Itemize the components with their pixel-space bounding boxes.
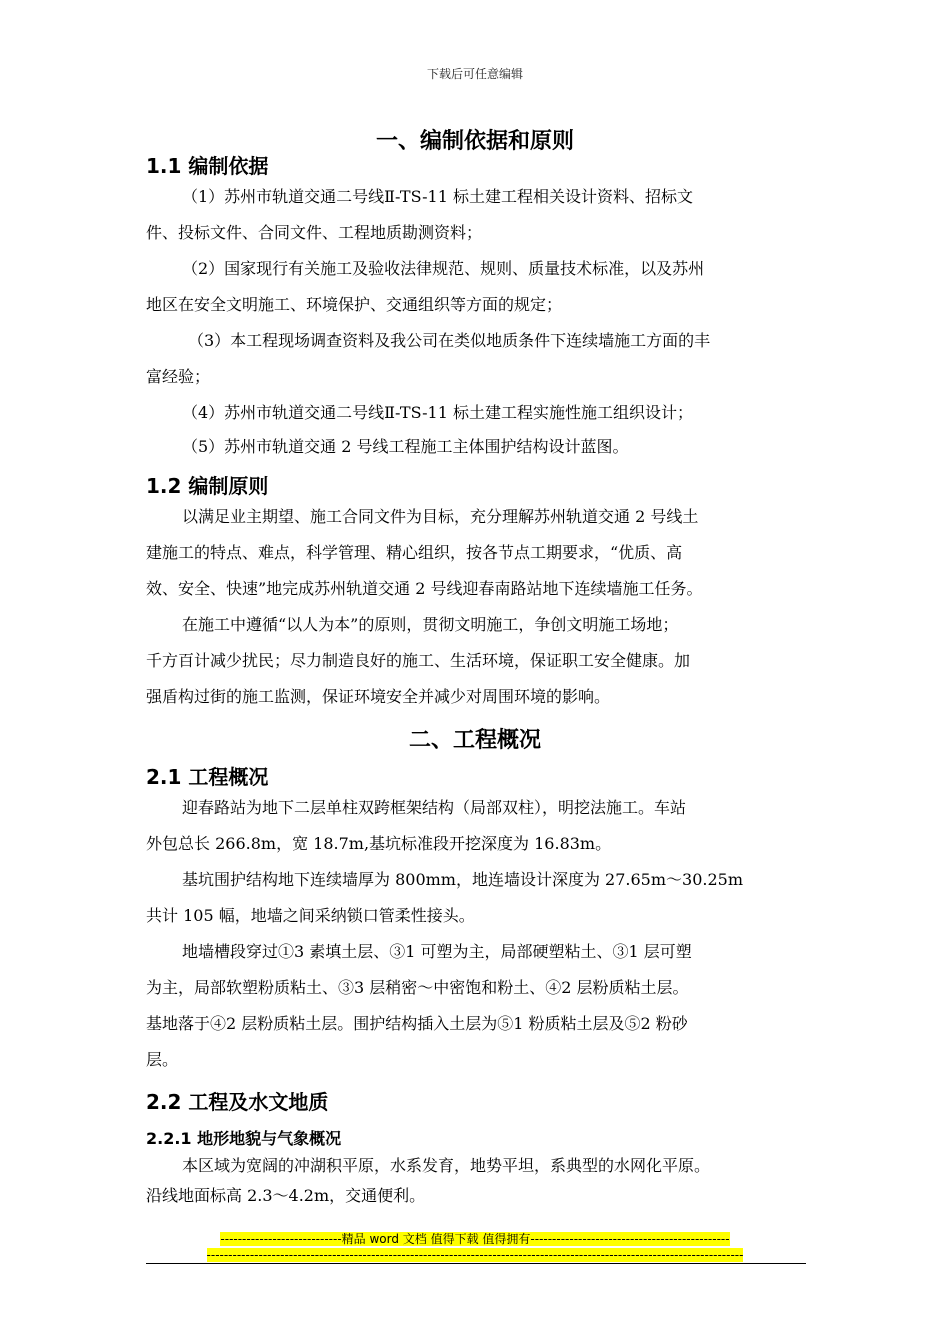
- para-line: 外包总长 266.8m，宽 18.7m,基坑标准段开挖深度为 16.83m。: [146, 834, 612, 853]
- para-line: 在施工中遵循“以人为本”的原则，贯彻文明施工，争创文明施工场地；: [182, 615, 679, 634]
- para-line: 层。: [146, 1050, 179, 1069]
- section-2-title: 二、工程概况: [408, 728, 541, 753]
- section-1-title: 一、编制依据和原则: [375, 129, 574, 154]
- footer-highlight: ----------------------------精品 word 文档 值得下载 值得拥有----------------------------------------------: [220, 1232, 730, 1246]
- para-line: （1）苏州市轨道交通二号线Ⅱ-TS-11 标土建工程相关设计资料、招标文: [182, 187, 693, 206]
- para-line: （4）苏州市轨道交通二号线Ⅱ-TS-11 标土建工程实施性施工组织设计；: [182, 403, 693, 422]
- para-line: 沿线地面标高 2.3～4.2m，交通便利。: [146, 1186, 426, 1205]
- footer-divider: [146, 1263, 806, 1264]
- para-line: 强盾构过街的施工监测，保证环境安全并减少对周围环境的影响。: [146, 687, 611, 706]
- para-line: （2）国家现行有关施工及验收法律规范、规则、质量技术标准，以及苏州: [182, 259, 705, 278]
- para-line: 件、投标文件、合同文件、工程地质勘测资料；: [146, 223, 483, 242]
- footer-highlight: ----------------------------------------------------------------------------------------------------------------------------: [206, 1248, 744, 1262]
- section-2-2-1-title: 2.2.1 地形地貌与气象概况: [146, 1129, 342, 1148]
- para-line: 以满足业主期望、施工合同文件为目标，充分理解苏州轨道交通 2 号线土: [182, 507, 699, 526]
- section-2-2-title: 2.2 工程及水文地质: [146, 1090, 329, 1114]
- footer-line-2: [0, 1244, 950, 1263]
- section-1-1-title: 1.1 编制依据: [146, 154, 269, 178]
- section-1-2-title: 1.2 编制原则: [146, 474, 269, 498]
- para-line: 本区域为宽阔的冲湖积平原，水系发育，地势平坦，系典型的水网化平原。: [182, 1156, 711, 1175]
- para-line: （5）苏州市轨道交通 2 号线工程施工主体围护结构设计蓝图。: [182, 437, 629, 456]
- para-line: 共计 105 幅，地墙之间采纳锁口管柔性接头。: [146, 906, 475, 925]
- para-line: 地墙槽段穿过①3 素填土层、③1 可塑为主，局部硬塑粘土、③1 层可塑: [182, 942, 692, 961]
- para-line: 为主，局部软塑粉质粘土、③3 层稍密～中密饱和粉土、④2 层粉质粘土层。: [146, 978, 689, 997]
- para-line: 效、安全、快速”地完成苏州轨道交通 2 号线迎春南路站地下连续墙施工任务。: [146, 579, 703, 598]
- para-line: 基坑围护结构地下连续墙厚为 800mm，地连墙设计深度为 27.65m～30.25m: [182, 870, 744, 889]
- para-line: 基地落于④2 层粉质粘土层。围护结构插入土层为⑤1 粉质粘土层及⑤2 粉砂: [146, 1014, 688, 1033]
- para-line: 建施工的特点、难点，科学管理、精心组织，按各节点工期要求，“优质、高: [146, 543, 683, 562]
- para-line: 地区在安全文明施工、环境保护、交通组织等方面的规定；: [146, 295, 563, 314]
- header-note: 下载后可任意编辑: [426, 67, 523, 81]
- para-line: 富经验；: [146, 367, 211, 386]
- section-2-1-title: 2.1 工程概况: [146, 765, 269, 789]
- para-line: 千方百计减少扰民；尽力制造良好的施工、生活环境，保证职工安全健康。加: [146, 651, 691, 670]
- para-line: 迎春路站为地下二层单柱双跨框架结构（局部双柱），明挖法施工。车站: [182, 798, 687, 817]
- para-line: （3）本工程现场调查资料及我公司在类似地质条件下连续墙施工方面的丰: [188, 331, 711, 350]
